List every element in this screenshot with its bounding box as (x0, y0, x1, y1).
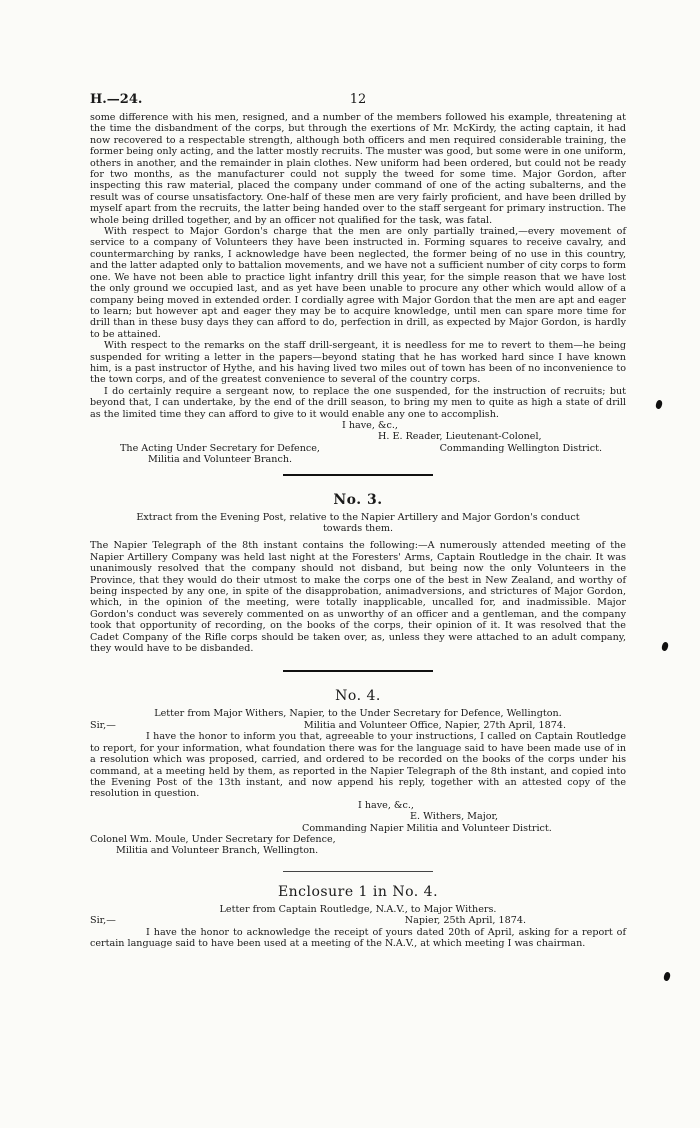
addressee-line: Militia and Volunteer Branch. (148, 454, 293, 466)
place-date: Napier, 25th April, 1874. (404, 915, 526, 927)
section-no4 (90, 688, 626, 856)
addressee-line: Colonel Wm. Moule, Under Secretary for Defence, (90, 833, 336, 845)
ink-blot-mark (663, 971, 672, 982)
document-page (90, 92, 626, 949)
salutation: Sir,— (90, 915, 116, 927)
signature-title: Commanding Wellington District. (439, 442, 602, 454)
addressee-row (90, 443, 626, 454)
paragraph: I have the honor to inform you that, agreeable to your instructions, I called on Captain Routledge to report, for your information, what foundation there was for the language said to have been made use of in a resolution which was proposed, carried, and ordered to be recorded on the books of the corps under his command, at a meeting held by them, as reported in the Napier Telegraph of the 8th instant, and copied into the Evening Post of the 13th instant, and now append his reply, together with an attested copy of the resolution in question. (90, 731, 626, 800)
section-title-continued: towards them. (322, 523, 394, 534)
page-header (90, 92, 626, 112)
signature-name: E. Withers, Major, (410, 811, 499, 823)
salutation: Sir,— (90, 719, 116, 731)
section-divider (283, 474, 433, 476)
section-heading: No. 3. (333, 491, 383, 508)
section-enclosure (90, 884, 626, 950)
salutation-row (90, 915, 626, 926)
letter-continuation (90, 112, 626, 466)
paragraph: With respect to the remarks on the staff drill-sergeant, it is needless for me to revert to them—he being suspended for writing a letter in the papers—beyond stating that he has worked hard since I have known him, is a past instructor of Hythe, and his having lived two miles out of town has been of no inconvenience to the town corps, and of the greatest convenience to several of the country corps. (90, 340, 626, 386)
salutation-row (90, 720, 626, 731)
section-title: Extract from the Evening Post, relative to the Napier Artillery and Major Gordon's conduct (136, 511, 580, 523)
addressee-line: The Acting Under Secretary for Defence, (120, 442, 320, 454)
closing: I have, &c., (358, 799, 414, 811)
paragraph: I do certainly require a sergeant now, to replace the one suspended, for the instruction of recruits; but beyond that, I can undertake, by the end of the drill season, to bring my men to quite as high a state of drill as the limited time they can afford to give to it would enable any one to accomplish. (90, 385, 626, 420)
signature-title: Commanding Napier Militia and Volunteer District. (302, 822, 552, 834)
section-no3 (90, 492, 626, 655)
place-date: Militia and Volunteer Office, Napier, 27th April, 1874. (303, 719, 566, 731)
addressee-line: Militia and Volunteer Branch, Wellington. (116, 845, 319, 857)
paragraph: some difference with his men, resigned, and a number of the members followed his example, threatening at the time the disbandment of the corps, but through the exertions of Mr. McKirdy, the acting captain, it had now recovered to a respectable strength, although both officers and men required considerable training, the former being only acting, and the latter mostly recruits. The muster was good, but some were in one uniform, others in another, and the remainder in plain clothes. New uniform had been ordered, but could not be ready for two months, as the manufacturer could not supply the tweed for some time. Major Gordon, after inspecting this raw material, placed the company under command of one of the acting subalterns, and the result was of course unsatisfactory. One-half of these men are very fairly proficient, and have been drilled by myself apart from the recruits, the latter being handed over to the staff sergeant for primary instruction. The whole being drilled together, and by an officer not qualified for the task, was fatal. (90, 112, 626, 226)
document-reference: H.—24. (90, 92, 143, 107)
section-title: Letter from Captain Routledge, N.A.V., to Major Withers. (219, 903, 497, 915)
section-heading: Enclosure 1 in No. 4. (277, 883, 439, 900)
closing: I have, &c., (342, 419, 398, 431)
paragraph: I have the honor to acknowledge the receipt of yours dated 20th of April, asking for a report of certain language said to have been used at a meeting of the N.A.V., at which meeting I was chairman. (90, 926, 626, 949)
paragraph: The Napier Telegraph of the 8th instant contains the following:—A numerously attended meeting of the Napier Artillery Company was held last night at the Foresters' Arms, Captain Routledge in the chair. It was unanimously resolved that the company should not disband, but being now the only Volunteers in the Province, that they would do their utmost to make the corps one of the best in New Zealand, and worthy of being inspected by any one, in spite of the disapprobation, animadversions, and strictures of Major Gordon, which, in the opinion of the meeting, were totally inapplicable, uncalled for, and inadmissible. Major Gordon's conduct was severely commented on as unworthy of an officer and a gentleman, and the company took that opportunity of recording, on the books of the corps, their opinion of it. It was resolved that the Cadet Company of the Rifle corps should be taken over, as, unless they were attached to an adult company, they would have to be disbanded. (90, 540, 626, 655)
paragraph: With respect to Major Gordon's charge that the men are only partially trained,—every movement of service to a company of Volunteers they have been instructed in. Forming squares to receive cavalry, and countermarching by ranks, I acknowledge have been neglected, the former being of no use in this country, and the latter adapted only to battalion movements, and we have not a sufficient number of city corps to form one. We have not been able to practice light infantry drill this year, for the simple reason that we have lost the only ground we occupied last, and as yet have been unable to procure any other which would allow of a company being moved in extended order. I cordially agree with Major Gordon that the men are apt and eager to learn; but however apt and eager they may be to acquire knowledge, until men can spare more time for drill than in these busy days they can afford to do, perfection in drill, as expected by Major Gordon, is hardly to be attained. (90, 226, 626, 340)
section-heading: No. 4. (335, 688, 381, 705)
section-divider (283, 871, 433, 872)
signature-name: H. E. Reader, Lieutenant-Colonel, (378, 431, 542, 443)
ink-blot-mark (655, 399, 664, 410)
ink-blot-mark (661, 641, 670, 652)
section-title: Letter from Major Withers, Napier, to the Under Secretary for Defence, Wellington. (154, 708, 562, 720)
section-divider (283, 670, 433, 672)
page-number: 12 (349, 92, 367, 107)
